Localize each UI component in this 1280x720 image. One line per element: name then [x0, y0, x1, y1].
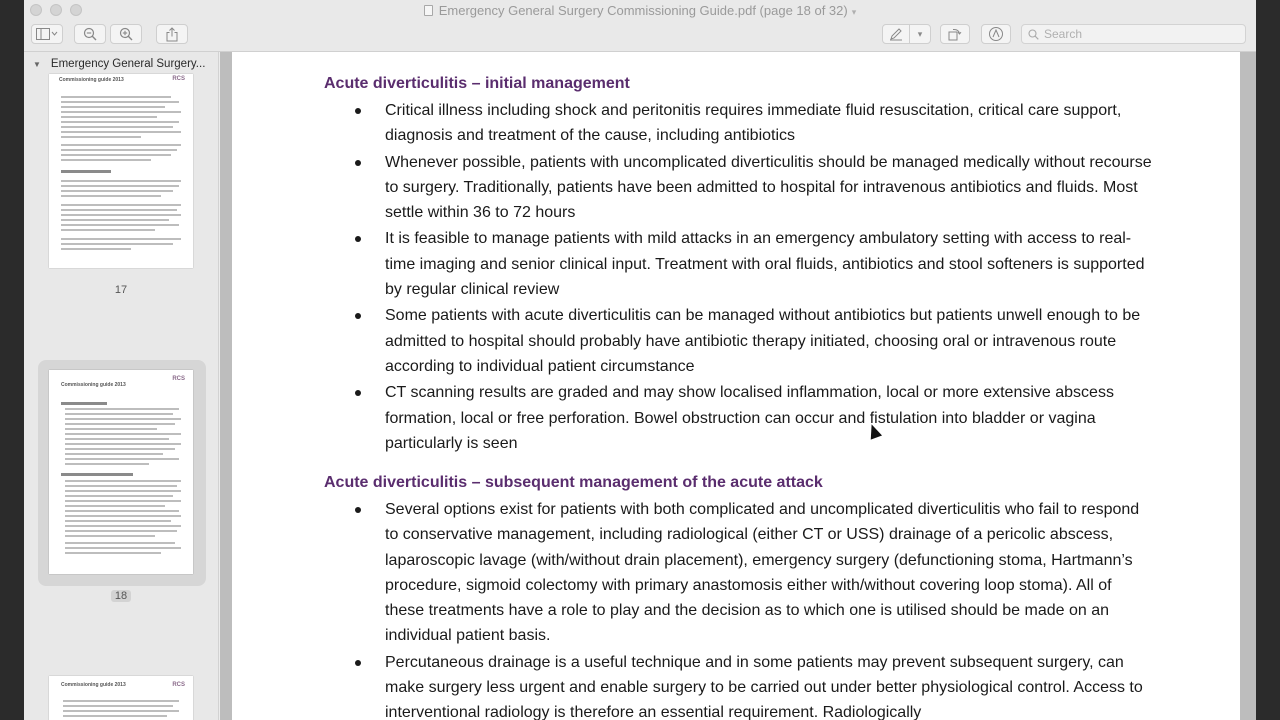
bullet-icon — [355, 160, 361, 166]
thumb-line — [61, 136, 141, 138]
pen-icon — [889, 27, 903, 41]
thumb-line — [61, 121, 179, 123]
thumb-line — [65, 530, 177, 532]
rotate-button[interactable] — [940, 24, 970, 44]
bullet-icon — [355, 507, 361, 513]
document-icon — [424, 5, 433, 16]
list-item — [324, 98, 1154, 149]
thumb-line — [65, 552, 161, 554]
rcs-logo-18: RCS — [172, 376, 185, 382]
thumb-line — [61, 209, 177, 211]
thumbnail-sidebar — [24, 52, 219, 720]
thumb-line — [61, 131, 181, 133]
list-item-text: It is feasible to manage patients with mild attacks in an emergency ambulatory setting with access to real-time imaging and senior clinical input. Treatment with oral fluids, antibiotics and stool softeners is supported by regular clinical review — [385, 230, 1145, 299]
share-button[interactable] — [156, 24, 188, 44]
search-icon — [1028, 29, 1039, 40]
sidebar-document-row[interactable] — [24, 54, 219, 74]
rotate-icon — [948, 27, 962, 41]
thumb-line — [61, 219, 169, 221]
bullet-icon — [355, 390, 361, 396]
thumbnail-page-17-header: Commissioning guide 2013 — [59, 77, 124, 83]
thumb-line — [65, 408, 179, 410]
thumb-line — [61, 238, 181, 240]
thumb-line — [61, 243, 173, 245]
page-thumbnail-17[interactable] — [49, 74, 193, 268]
window-title-area[interactable] — [24, 3, 1256, 18]
bullet-icon — [355, 660, 361, 666]
thumb-line — [65, 525, 181, 527]
thumb-line — [61, 195, 161, 197]
thumb-line — [65, 535, 155, 537]
list-item — [324, 303, 1154, 379]
thumb-line — [61, 144, 181, 146]
thumb-line — [61, 126, 173, 128]
markup-toolbar-icon — [988, 26, 1004, 42]
thumb-line — [61, 204, 181, 206]
thumb-heading — [61, 402, 107, 405]
thumb-line — [65, 423, 175, 425]
section-heading-subsequent-management: Acute diverticulitis – subsequent management of the acute attack — [324, 474, 823, 491]
list-item-text: Whenever possible, patients with uncomplicated diverticulitis should be managed medically without recourse to surgery. Traditionally, patients have been admitted to hospital for intravenous antibiotics and fluids. Most settle within 36 to 72 hours — [385, 153, 1152, 222]
thumb-line — [61, 96, 171, 98]
thumb-line — [61, 185, 179, 187]
bullet-icon — [355, 108, 361, 114]
thumb-line — [61, 106, 165, 108]
pdf-page-18 — [232, 52, 1240, 720]
thumb-line — [61, 154, 171, 156]
thumb-line — [65, 463, 149, 465]
page-thumbnail-18[interactable] — [49, 370, 193, 574]
thumb-line — [63, 715, 167, 717]
chevron-down-icon: ▾ — [851, 7, 857, 17]
thumb-heading — [61, 473, 133, 476]
subsequent-management-list — [324, 497, 1154, 720]
disclosure-triangle-icon[interactable]: ▼ — [33, 59, 41, 69]
list-item-text: Several options exist for patients with both complicated and uncomplicated diverticulitis who fail to respond to conservative management, including radiological (either CT or USS) drainage of a pericolic abscess, laparoscopic lavage (with/without drain placement), emergency surgery (defunctioning stoma, Hartmann’s procedure, sigmoid colectomy with primary anastomosis either with/without covering loop stoma). All of these treatments have a role to play and the decision as to which one is utilised should be made on an individual patient basis. — [385, 501, 1140, 645]
zoom-out-button[interactable] — [74, 24, 106, 44]
thumb-line — [65, 515, 181, 517]
list-item-text: Percutaneous drainage is a useful technique and in some patients may prevent subsequent surgery, can make surgery less urgent and enable surgery to be carried out under better physiological control. Access to interventional radiology is therefore an essential requirement. Radiologically — [385, 653, 1143, 720]
bullet-icon — [355, 236, 361, 242]
page-thumbnail-19[interactable] — [49, 676, 193, 720]
desktop-background — [1256, 0, 1280, 720]
thumb-line — [63, 700, 179, 702]
section-heading-initial-management: Acute diverticulitis – initial management — [324, 75, 630, 92]
thumb-line — [65, 448, 175, 450]
list-item-text: Critical illness including shock and peritonitis requires immediate fluid resuscitation, critical care support, diagnosis and treatment of the cause, including antibiotics — [385, 102, 1122, 145]
thumb-line — [61, 214, 181, 216]
thumb-line — [61, 229, 155, 231]
thumb-line — [63, 705, 173, 707]
list-item — [324, 380, 1154, 456]
preview-window — [24, 0, 1256, 720]
thumb-line — [65, 547, 181, 549]
thumb-line — [65, 443, 181, 445]
zoom-in-icon — [119, 27, 133, 41]
markup-button[interactable] — [882, 24, 910, 44]
thumb-line — [61, 101, 179, 103]
page-number-18: 18 — [111, 590, 131, 602]
thumb-line — [65, 495, 173, 497]
thumb-line — [65, 453, 163, 455]
thumb-line — [61, 111, 181, 113]
thumb-line — [61, 149, 177, 151]
thumb-line — [65, 428, 157, 430]
title-bar — [24, 0, 1256, 52]
thumb-heading — [61, 170, 111, 173]
thumb-line — [65, 418, 181, 420]
page-number-17: 17 — [114, 284, 128, 296]
thumb-line — [65, 490, 181, 492]
list-item — [324, 650, 1154, 720]
thumb-line — [65, 485, 177, 487]
thumb-line — [65, 542, 175, 544]
zoom-in-button[interactable] — [110, 24, 142, 44]
annotate-button[interactable] — [981, 24, 1011, 44]
thumbnail-page-18-header: Commissioning guide 2013 — [61, 382, 126, 388]
document-view[interactable] — [220, 52, 1256, 720]
rcs-logo-19: RCS — [172, 682, 185, 688]
thumb-line — [61, 180, 181, 182]
thumb-line — [63, 710, 179, 712]
list-item — [324, 150, 1154, 226]
thumb-line — [65, 433, 181, 435]
thumb-line — [65, 505, 165, 507]
sidebar-icon — [36, 28, 58, 40]
thumb-line — [61, 159, 151, 161]
list-item — [324, 226, 1154, 302]
window-title: Emergency General Surgery Commissioning Guide.pdf (page 18 of 32) — [438, 3, 848, 18]
rcs-logo-17: RCS — [172, 76, 185, 82]
thumb-line — [61, 116, 157, 118]
list-item-text: CT scanning results are graded and may show localised inflammation, local or more extensive abscess formation, local or free perforation. Bowel obstruction can occur and fistulation into bladder or vagina particularly is seen — [385, 384, 1114, 452]
thumb-line — [61, 224, 179, 226]
search-input[interactable] — [1044, 27, 1234, 41]
thumb-line — [65, 458, 179, 460]
chevron-down-icon: ▾ — [917, 28, 923, 39]
thumb-line — [65, 520, 171, 522]
bullet-icon — [355, 313, 361, 319]
thumb-line — [61, 190, 173, 192]
thumb-line — [65, 500, 181, 502]
thumb-line — [65, 510, 179, 512]
initial-management-list — [324, 98, 1154, 457]
thumb-line — [61, 248, 131, 250]
zoom-out-icon — [83, 27, 97, 41]
thumb-line — [65, 413, 173, 415]
sidebar-toggle-button[interactable] — [31, 24, 63, 44]
share-icon — [166, 27, 178, 42]
markup-menu-button[interactable] — [909, 24, 931, 44]
list-item — [324, 497, 1154, 649]
thumb-line — [65, 480, 181, 482]
search-field[interactable] — [1021, 24, 1246, 44]
list-item-text: Some patients with acute diverticulitis can be managed without antibiotics but patients unwell enough to be admitted to hospital should probably have antibiotic therapy initiated, choosing oral or intravenous route according to individual patient circumstance — [385, 307, 1141, 375]
thumb-line — [65, 438, 169, 440]
thumbnail-page-19-header: Commissioning guide 2013 — [61, 682, 126, 688]
sidebar-document-title: Emergency General Surgery... — [50, 58, 206, 70]
